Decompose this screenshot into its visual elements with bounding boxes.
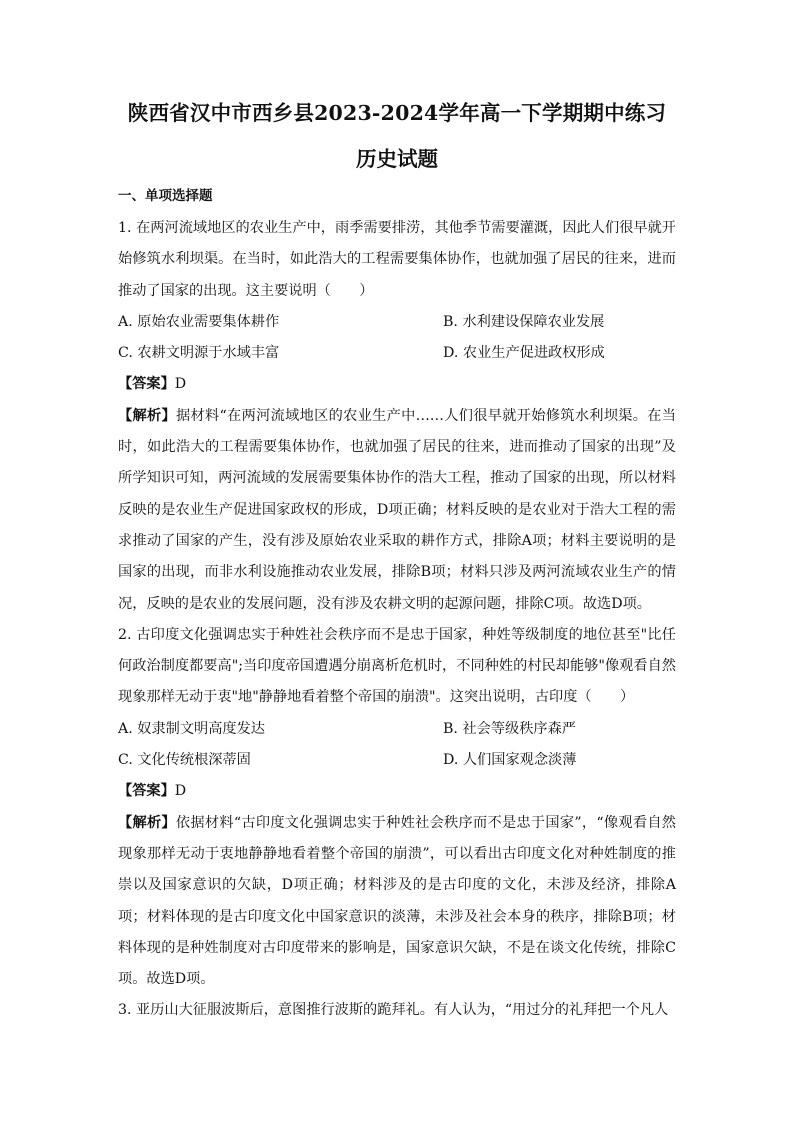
- section-heading: 一、单项选择题: [118, 188, 213, 204]
- question-3-text: 3. 亚历山大征服波斯后，意图推行波斯的跪拜礼。有人认为，“用过分的礼拜把一个凡人: [118, 1002, 669, 1019]
- option-b: B. 水利建设保障农业发展: [443, 313, 605, 330]
- question-1: [118, 213, 676, 620]
- option-b: B. 社会等级秩序森严: [443, 720, 576, 737]
- analysis-text: 依据材料“古印度文化强调忠实于种姓社会秩序而不是忠于国家”，“像观看自然现象那样无动于衷地静静地看着整个帝国的崩溃”，可以看出古印度文化对种姓制度的推崇以及国家意识的欠缺，D项正确；材料涉及的是古印度的文化，未涉及经济，排除A项；材料体现的是古印度文化中国家意识的淡薄，未涉及社会本身的秩序，排除B项；材料体现的是种姓制度对古印度带来的影响是，国家意识欠缺，不是在谈文化传统，排除C项。故选D项。: [118, 814, 676, 988]
- answer-label: 【答案】: [118, 376, 175, 393]
- question-2-options: [118, 714, 676, 777]
- question-2-text: 2. 古印度文化强调忠实于种姓社会秩序而不是忠于国家，种姓等级制度的地位甚至"比任何政治制度都要高";当印度帝国遭遇分崩离析危机时，不同种姓的村民却能够"像观看自然现象那样无动于衷"地"静静地看着整个帝国的崩溃"。这突出说明，古印度（ ）: [118, 626, 676, 706]
- question-2: [118, 620, 676, 996]
- answer-value: D: [174, 376, 187, 393]
- question-1-text: 1. 在两河流域地区的农业生产中，雨季需要排涝，其他季节需要灌溉，因此人们很早就开始修筑水利坝渠。在当时，如此浩大的工程需要集体协作，也就加强了居民的往来，进而推动了国家的出现。这主要说明（ ）: [118, 220, 676, 299]
- question-1-analysis: [118, 401, 676, 620]
- question-3: [118, 995, 676, 1026]
- answer-value: D: [174, 783, 187, 800]
- question-1-options: [118, 307, 676, 370]
- option-c: C. 文化传统根深蒂固: [118, 752, 251, 769]
- option-c: C. 农耕文明源于水域丰富: [118, 345, 280, 362]
- question-1-answer: [118, 369, 676, 400]
- question-2-analysis: [118, 808, 676, 996]
- question-2-answer: [118, 776, 676, 807]
- document-title: 陕西省汉中市西乡县2023-2024学年高一下学期期中练习: [127, 101, 667, 125]
- option-a: A. 奴隶制文明高度发达: [118, 720, 265, 737]
- answer-label: 【答案】: [118, 783, 175, 800]
- analysis-label: 【解析】: [118, 407, 177, 424]
- analysis-label: 【解析】: [118, 814, 176, 831]
- analysis-text: 据材料“在两河流域地区的农业生产中……人们很早就开始修筑水利坝渠。在当时，如此浩大的工程需要集体协作，也就加强了居民的往来，进而推动了国家的出现”及所学知识可知，两河流域的发展需要集体协作的浩大工程，推动了国家的出现，所以材料反映的是农业生产促进国家政权的形成，D项正确；材料反映的是农业对于浩大工程的需求推动了国家的产生，没有涉及原始农业采取的耕作方式，排除A项；材料主要说明的是国家的出现，而非水利设施推动农业发展，排除B项；材料只涉及两河流域农业生产的情况，反映的是农业的发展问题，没有涉及农耕文明的起源问题，排除C项。故选D项。: [118, 407, 676, 612]
- option-d: D. 农业生产促进政权形成: [443, 345, 605, 362]
- document-subtitle: 历史试题: [356, 147, 438, 171]
- option-d: D. 人们国家观念淡薄: [443, 752, 577, 769]
- option-a: A. 原始农业需要集体耕作: [118, 313, 280, 330]
